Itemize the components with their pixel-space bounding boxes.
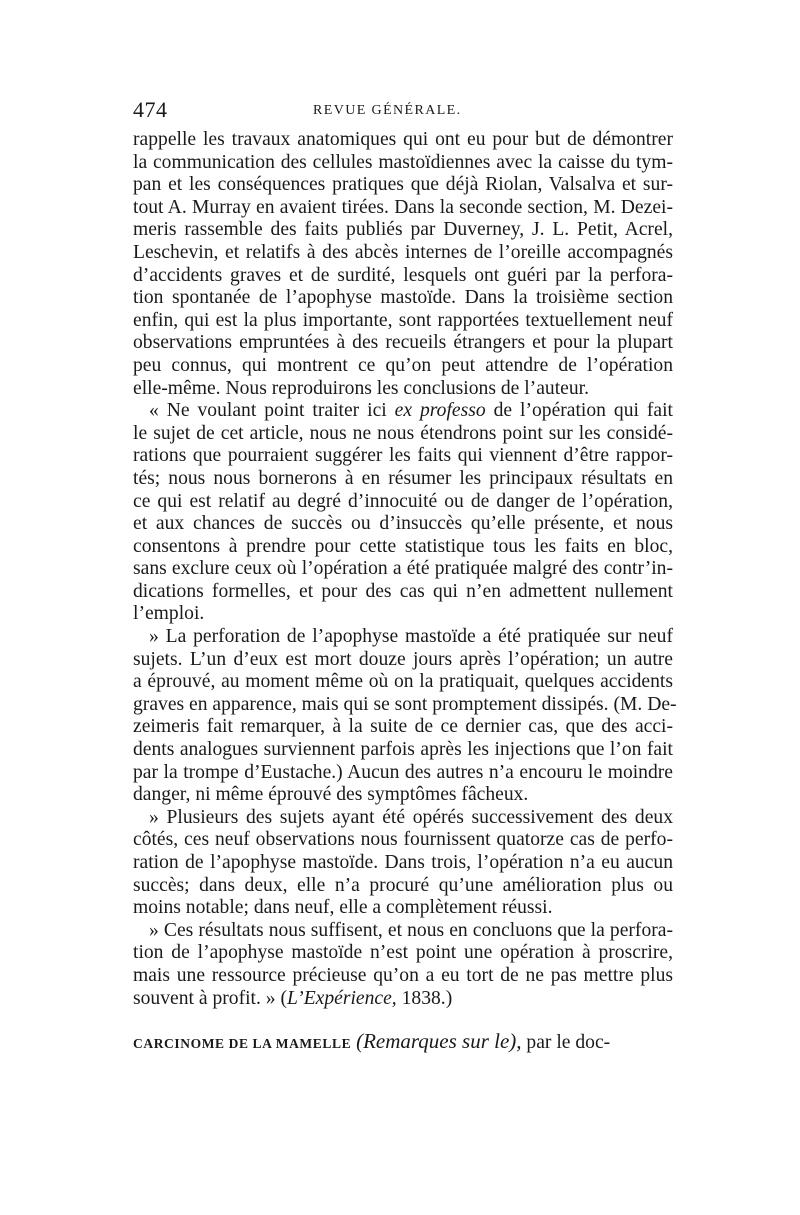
- text-line: le sujet de cet article, nous ne nous étendrons point sur les considé-: [133, 422, 673, 444]
- text-line: succès; dans deux, elle n’a procuré qu’une amélioration plus ou: [133, 874, 673, 896]
- italic-phrase: ex professo: [394, 400, 486, 422]
- text-line: observations empruntées à des recueils étrangers et pour la plupart: [133, 332, 673, 354]
- text-line: d’accidents graves et de surdité, lesquels ont guéri par la perfora-: [133, 264, 673, 286]
- text-line: elle-même. Nous reproduirons les conclusions de l’auteur.: [133, 377, 589, 399]
- text-segment: « Ne voulant point traiter ici: [149, 400, 395, 422]
- text-line: tion spontanée de l’apophyse mastoïde. Dans la troisième section: [133, 287, 673, 309]
- text-line: ce qui est relatif au degré d’innocuité ou de danger de l’opération,: [133, 490, 673, 512]
- text-line: par la trompe d’Eustache.) Aucun des autres n’a encouru le moindre: [133, 761, 673, 783]
- text-line: peu connus, qui montrent ce qu’on peut attendre de l’opération: [133, 354, 673, 376]
- text-line: l’emploi.: [133, 603, 205, 625]
- text-line: rations que pourraient suggérer les faits qui viennent d’être rappor-: [133, 445, 673, 467]
- text-line: sans exclure ceux où l’opération a été pratiquée malgré des contr’in-: [133, 558, 673, 580]
- paragraph-3: [133, 626, 677, 807]
- text-line: ration de l’apophyse mastoïde. Dans trois, l’opération n’a eu aucun: [133, 852, 673, 873]
- paragraph-2: [133, 400, 673, 626]
- text-line: » La perforation de l’apophyse mastoïde a été pratiquée sur neuf: [149, 626, 673, 648]
- text-line: rappelle les travaux anatomiques qui ont eu pour but de démontrer: [133, 129, 673, 150]
- text-line: enfin, qui est la plus importante, sont rapportées textuellement neuf: [133, 309, 673, 331]
- section-heading: [133, 1029, 673, 1056]
- text-line: consentons à prendre pour cette statistique tous les faits en bloc,: [133, 535, 673, 557]
- text-line: tés; nous nous bornerons à en résumer les principaux résultats en: [133, 467, 673, 489]
- text-line: côtés, ces neuf observations nous fournissent quatorze cas de perfo-: [133, 829, 673, 851]
- text-line: Leschevin, et relatifs à des abcès internes de l’oreille accompagnés: [133, 241, 673, 263]
- text-line: mais une ressource précieuse qu’on a eu tort de ne pas mettre plus: [133, 964, 673, 986]
- citation-title: L’Expérience,: [287, 987, 397, 1009]
- text-line: dents analogues surviennent parfois après les injections que l’on fait: [133, 739, 673, 761]
- text-line: » Plusieurs des sujets ayant été opérés successivement des deux: [149, 806, 673, 828]
- text-line: [133, 988, 673, 1011]
- page-number: 474: [133, 97, 168, 122]
- running-head: [133, 96, 673, 124]
- text-line: » Ces résultats nous suffisent, et nous en concluons que la perfora-: [149, 919, 673, 941]
- text-line: meris rassemble des faits publiés par Duverney, J. L. Petit, Acrel,: [133, 219, 673, 241]
- book-page: [133, 96, 677, 1056]
- text-line: tout A. Murray en avaient tirées. Dans la seconde section, M. Dezei-: [133, 196, 673, 218]
- text-line: sujets. L’un d’eux est mort douze jours après l’opération; un autre: [133, 648, 673, 670]
- paragraph-4: [133, 807, 673, 920]
- text-line: la communication des cellules mastoïdiennes avec la caisse du tym-: [133, 151, 673, 173]
- journal-title: REVUE GÉNÉRALE.: [313, 103, 462, 118]
- text-segment: souvent à profit. » (: [133, 987, 287, 1009]
- text-line: a éprouvé, au moment même où on la pratiquait, quelques accidents: [133, 671, 673, 693]
- body-text: [133, 129, 677, 1010]
- text-line: moins notable; dans neuf, elle a complètement réussi.: [133, 897, 553, 919]
- section-heading-continuation: par le doc-: [521, 1032, 611, 1054]
- section-heading-title: CARCINOME DE LA MAMELLE: [133, 1036, 352, 1052]
- text-line: zeimeris fait remarquer, à la suite de ce dernier cas, que des acci-: [133, 716, 673, 738]
- text-line: dications formelles, et pour des cas qui n’en admettent nullement: [133, 580, 673, 602]
- text-line: tion de l’apophyse mastoïde n’est point une opération à proscrire,: [133, 942, 673, 964]
- text-segment: de l’opération qui fait: [485, 400, 673, 422]
- text-line: graves en apparence, mais qui se sont promptement dissipés. (M. De-: [133, 693, 677, 715]
- text-line: et aux chances de succès ou d’insuccès qu’elle présente, et nous: [133, 513, 673, 535]
- section-heading-subtitle: (Remarques sur le),: [356, 1029, 522, 1054]
- text-line: danger, ni même éprouvé des symptômes fâcheux.: [133, 784, 529, 806]
- paragraph-5: [133, 920, 673, 1010]
- text-line: [133, 400, 673, 423]
- paragraph-1: [133, 129, 673, 400]
- text-segment: 1838.): [396, 987, 453, 1009]
- text-line: pan et les conséquences pratiques que déjà Riolan, Valsalva et sur-: [133, 174, 673, 196]
